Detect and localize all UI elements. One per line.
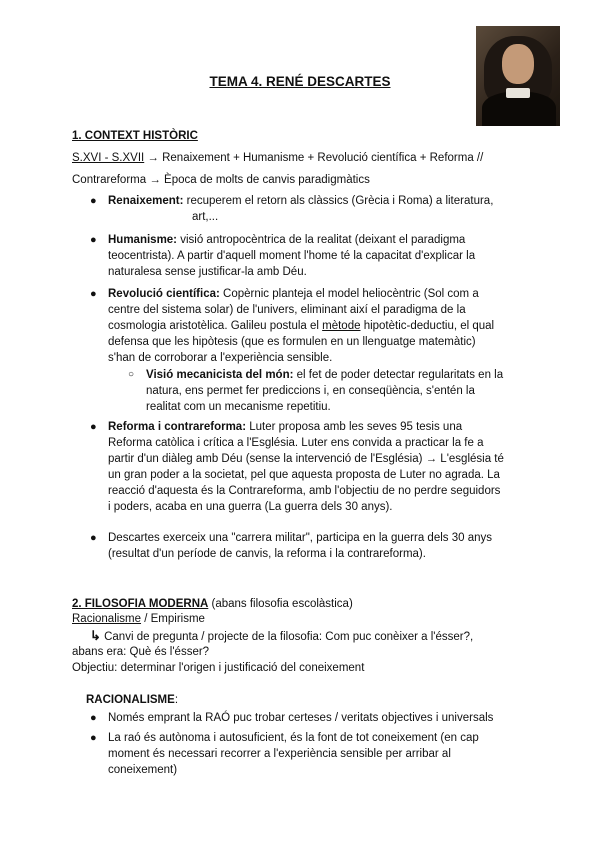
desc-line1: Descartes exerceix una "carrera militar", participa en la guerra dels 30 anys [108, 532, 493, 544]
s2-line1-text: Canvi de pregunta / projecte de la filosofia: Com puc conèixer a l'ésser?, [100, 631, 474, 643]
arrow-icon: ↳ [90, 628, 101, 643]
human-line1 [108, 232, 465, 248]
racionalisme-colon: : [174, 694, 179, 706]
rev-text3b: hipotètic-deductiu, el qual [360, 320, 495, 332]
rev-line4: defensa que les hipòtesis (que es formulen en un llenguatge matemàtic) [108, 336, 476, 348]
rev-text1: Copèrnic planteja el model heliocèntric (Sol com a [219, 288, 479, 300]
rev-line1 [108, 286, 479, 302]
vis-line3: realitat com un mecanisme repetitiu. [146, 401, 331, 413]
rev-line3 [108, 318, 494, 334]
empirisme-text: / Empirisme [141, 613, 205, 625]
bullet-dot: ● [90, 732, 97, 744]
bullet-dot: ● [90, 195, 97, 207]
ref-text1: Luter proposa amb les seves 95 tesis una [246, 421, 463, 433]
section1-line1-text: → Renaixement + Humanisme + Revolució científica + Reforma // [144, 152, 484, 164]
vis-label: Visió mecanicista del món: [146, 369, 294, 381]
section2-heading: 2. FILOSOFIA MODERNA [72, 598, 209, 610]
section1-heading: 1. CONTEXT HISTÒRIC [72, 130, 198, 142]
section2-heading-note: (abans filosofia escolàstica) [208, 598, 353, 610]
ref-line6: i poders, acaba en una guerra (La guerra dels 30 anys). [108, 501, 393, 513]
section2-heading-line [72, 596, 353, 612]
rac-bullet2-line1: La raó és autònoma i autosuficient, és la font de tot coneixement (en cap [108, 732, 479, 744]
ref-line2: Reforma catòlica i crítica a l'Església. Luter ens convida a practicar la fe a [108, 437, 484, 449]
s2-line2: abans era: Què és l'ésser? [72, 646, 210, 658]
ref-line5: reacció d'aquesta és la Contrareforma, amb l'objectiu de no perdre seguidors [108, 485, 501, 497]
section1-line1 [72, 150, 483, 166]
bullet-dot: ● [90, 532, 97, 544]
rac-bullet1: Només emprant la RAÓ puc trobar certeses / veritats objectives i universals [108, 712, 494, 724]
bullet-circle: ○ [128, 369, 135, 380]
rev-text3: cosmologia aristotèlica. Galileu postula el [108, 320, 323, 332]
racionalisme-heading-line [86, 692, 178, 708]
ref-line4: un gran poder a la societat, pel que aquesta proposta de Luter no agrada. La [108, 469, 500, 481]
racionalisme-heading: RACIONALISME [86, 694, 175, 706]
human-line3: naturalesa sense justificar-la amb Déu. [108, 266, 307, 278]
rac-bullet2-line2: moment és necessari recorrer a l'experiència sensible per arribar al [108, 748, 451, 760]
rev-line5: s'han de corroborar a l'experiència sensible. [108, 352, 333, 364]
renaix-line2: art,... [192, 211, 219, 223]
vis-line2: natura, ens permet fer prediccions i, en conseqüència, s'entén la [146, 385, 475, 397]
human-text1: visió antropocèntrica de la realitat (deixant el paradigma [177, 234, 466, 246]
renaix-label: Renaixement: [108, 195, 184, 207]
desc-line2: (resultat d'un període de canvis, la reforma i la contrareforma). [108, 548, 426, 560]
section1-line2: Contrareforma → Època de molts de canvis paradigmàtics [72, 174, 370, 186]
rac-bullet2-line3: coneixement) [108, 764, 178, 776]
renaix-line1 [108, 193, 493, 209]
bullet-dot: ● [90, 288, 97, 300]
page-title: TEMA 4. RENÉ DESCARTES [209, 74, 391, 89]
rev-label: Revolució científica: [108, 288, 220, 300]
ref-line1 [108, 419, 462, 435]
human-line2: teocentrista). A partir d'aquell moment l'home té la capacitat d'explicar la [108, 250, 476, 262]
bullet-dot: ● [90, 421, 97, 433]
ref-line3: partir d'un diàleg amb Déu (sense la intervenció de l'Església) → L'església té [108, 453, 504, 465]
ref-label: Reforma i contrareforma: [108, 421, 247, 433]
rev-line2: centre del sistema solar) de l'univers, eliminant així el paradigma de la [108, 304, 466, 316]
bullet-dot: ● [90, 712, 97, 724]
human-label: Humanisme: [108, 234, 178, 246]
metode-link: mètode [322, 320, 361, 332]
vis-line1 [146, 367, 503, 383]
rac-emp-line [72, 611, 205, 627]
vis-text1: el fet de poder detectar regularitats en la [293, 369, 504, 381]
period-link: S.XVI - S.XVII [72, 152, 145, 164]
s2-line3: Objectiu: determinar l'origen i justificació del coneixement [72, 662, 365, 674]
s2-line1 [90, 628, 473, 645]
portrait-collar [506, 88, 530, 98]
bullet-dot: ● [90, 234, 97, 246]
renaix-text1: recuperem el retorn als clàssics (Grècia i Roma) a literatura, [183, 195, 494, 207]
racionalisme-link: Racionalisme [72, 613, 142, 625]
